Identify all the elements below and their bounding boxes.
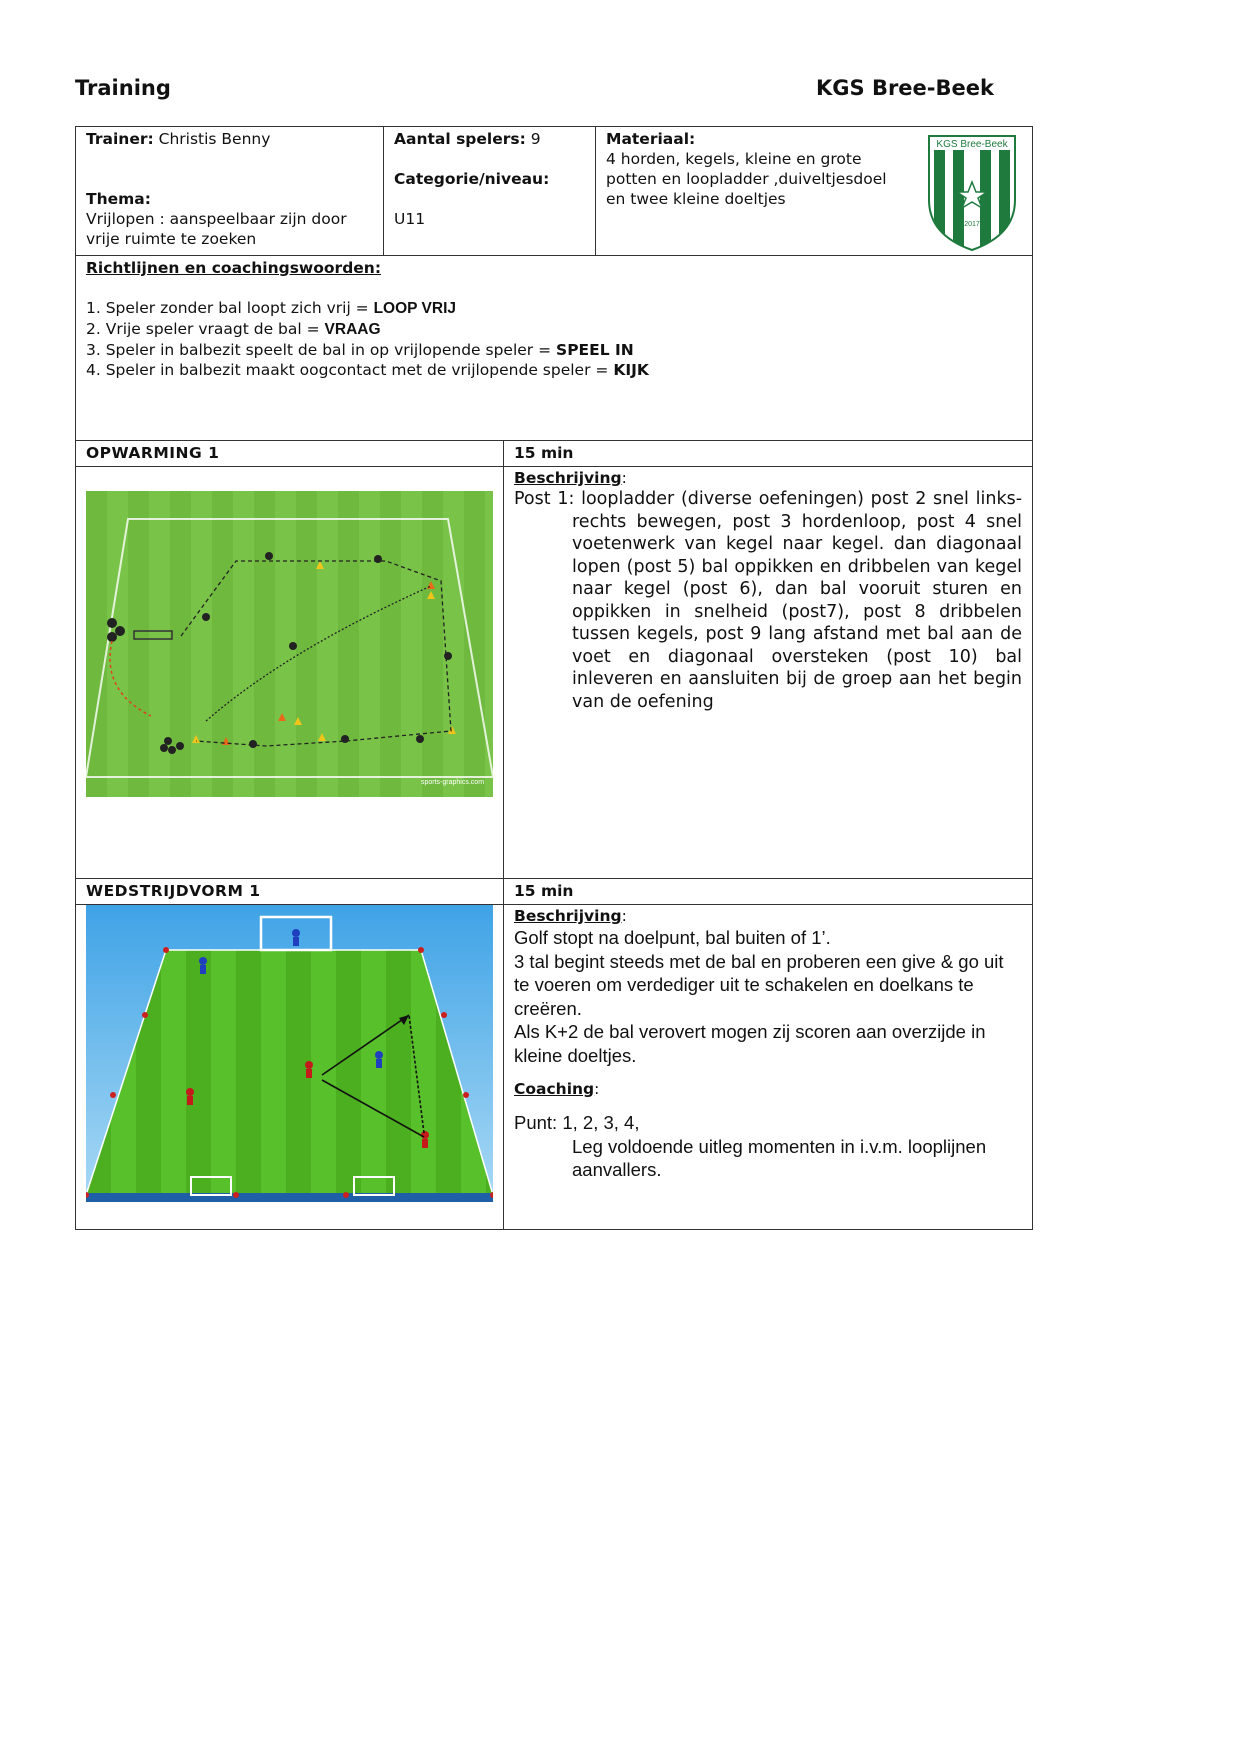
match-desc-line: Golf stopt na doelpunt, bal buiten of 1’.	[514, 927, 831, 948]
materiaal-value: 4 horden, kegels, kleine en grote potten en loopladder ,duiveltjesdoel en twee kleine doeltjes	[606, 150, 887, 208]
guideline-item: 3. Speler in balbezit speelt de bal in op vrijlopende speler = SPEEL IN	[86, 341, 634, 359]
guideline-keyword: KIJK	[613, 361, 649, 379]
players-cell	[384, 127, 596, 256]
logo-text: KGS Bree-Beek	[936, 139, 1008, 150]
match-desc-line: 3 tal begint steeds met de bal en proberen een give & go uit te voeren om verdediger uit te schakelen en doelkans te creëren.	[514, 950, 1004, 1019]
club-logo	[926, 130, 1018, 252]
categorie-value: U11	[394, 210, 426, 228]
guideline-keyword: LOOP VRIJ	[373, 300, 456, 317]
aantal-label: Aantal spelers:	[394, 130, 526, 148]
document-title: Training	[75, 76, 171, 100]
guideline-keyword: VRAAG	[324, 321, 381, 338]
logo-year: 2017	[964, 221, 980, 228]
trainer-cell	[76, 127, 384, 256]
guideline-item: 2. Vrije speler vraagt de bal = VRAAG	[86, 320, 381, 338]
materiaal-label: Materiaal:	[606, 130, 696, 148]
warmup-title: OPWARMING 1	[76, 441, 504, 467]
warmup-duration: 15 min	[504, 441, 1033, 467]
match-desc-line: Als K+2 de bal verovert mogen zij scoren aan overzijde in kleine doeltjes.	[514, 1021, 986, 1066]
club-name: KGS Bree-Beek	[816, 76, 994, 100]
guidelines-title: Richtlijnen en coachingswoorden:	[86, 259, 382, 277]
warmup-credit: sports-graphics.com	[421, 779, 485, 786]
match-title: WEDSTRIJDVORM 1	[76, 879, 504, 905]
training-table	[75, 126, 1033, 1230]
thema-label: Thema:	[86, 190, 151, 208]
match-desc-cell: Beschrijving: Golf stopt na doelpunt, bal buiten of 1’. 3 tal begint steeds met de bal en proberen een give & go uit te voeren om verdediger uit te schakelen en doelkans te creëren. Als K+2 de bal verovert mogen zij scoren aan overzijde in kleine doeltjes. Coaching: Punt: 1, 2, 3, 4, Leg voldoende uitleg momenten in i.v.m. looplijnen aanvallers.	[504, 905, 1033, 1230]
coaching-detail: Leg voldoende uitleg momenten in i.v.m. looplijnen aanvallers.	[572, 1135, 987, 1180]
guideline-item: 4. Speler in balbezit maakt oogcontact met de vrijlopende speler = KIJK	[86, 361, 649, 379]
warmup-desc-label: Beschrijving	[514, 469, 622, 487]
warmup-image-cell	[76, 467, 504, 879]
match-desc-label: Beschrijving	[514, 907, 622, 925]
match-duration: 15 min	[504, 879, 1033, 905]
warmup-diagram	[86, 491, 493, 797]
aantal-value: 9	[530, 130, 541, 148]
coaching-label: Coaching	[514, 1080, 595, 1098]
warmup-desc-text: Post 1: loopladder (diverse oefeningen) post 2 snel links-rechts bewegen, post 3 hordenloop, post 4 snel voetenwerk van kegel naar kegel. dan diagonaal lopen (post 5) bal oppikken en dribbelen van kegel naar kegel (post 6), dan bal vooruit sturen en oppikken in snelheid (post7), post 8 dribbelen tussen kegels, post 9 lang afstand met bal aan de voet en diagonaal oversteken (post 10) bal inleveren en aansluiten bij de groep aan het begin van de oefening	[514, 489, 1023, 712]
match-image-cell	[76, 905, 504, 1230]
thema-value: Vrijlopen : aanspeelbaar zijn door vrije ruimte te zoeken	[86, 210, 347, 248]
guideline-item: 1. Speler zonder bal loopt zich vrij = LOOP VRIJ	[86, 299, 456, 317]
categorie-label: Categorie/niveau:	[394, 170, 550, 188]
match-diagram	[86, 905, 493, 1202]
coaching-punt: Punt: 1, 2, 3, 4,	[514, 1112, 640, 1133]
guideline-keyword: SPEEL IN	[556, 341, 634, 359]
trainer-value: Christis Benny	[158, 130, 271, 148]
guidelines-cell	[76, 256, 1033, 441]
trainer-label: Trainer:	[86, 130, 154, 148]
warmup-desc-cell: Beschrijving: Post 1: loopladder (diverse oefeningen) post 2 snel links-rechts bewegen, post 3 hordenloop, post 4 snel voetenwerk van kegel naar kegel. dan diagonaal lopen (post 5) bal oppikken en dribbelen van kegel naar kegel (post 6), dan bal vooruit sturen en oppikken in snelheid (post7), post 8 dribbelen tussen kegels, post 9 lang afstand met bal aan de voet en diagonaal oversteken (post 10) bal inleveren en aansluiten bij de groep aan het begin van de oefening	[504, 467, 1033, 879]
